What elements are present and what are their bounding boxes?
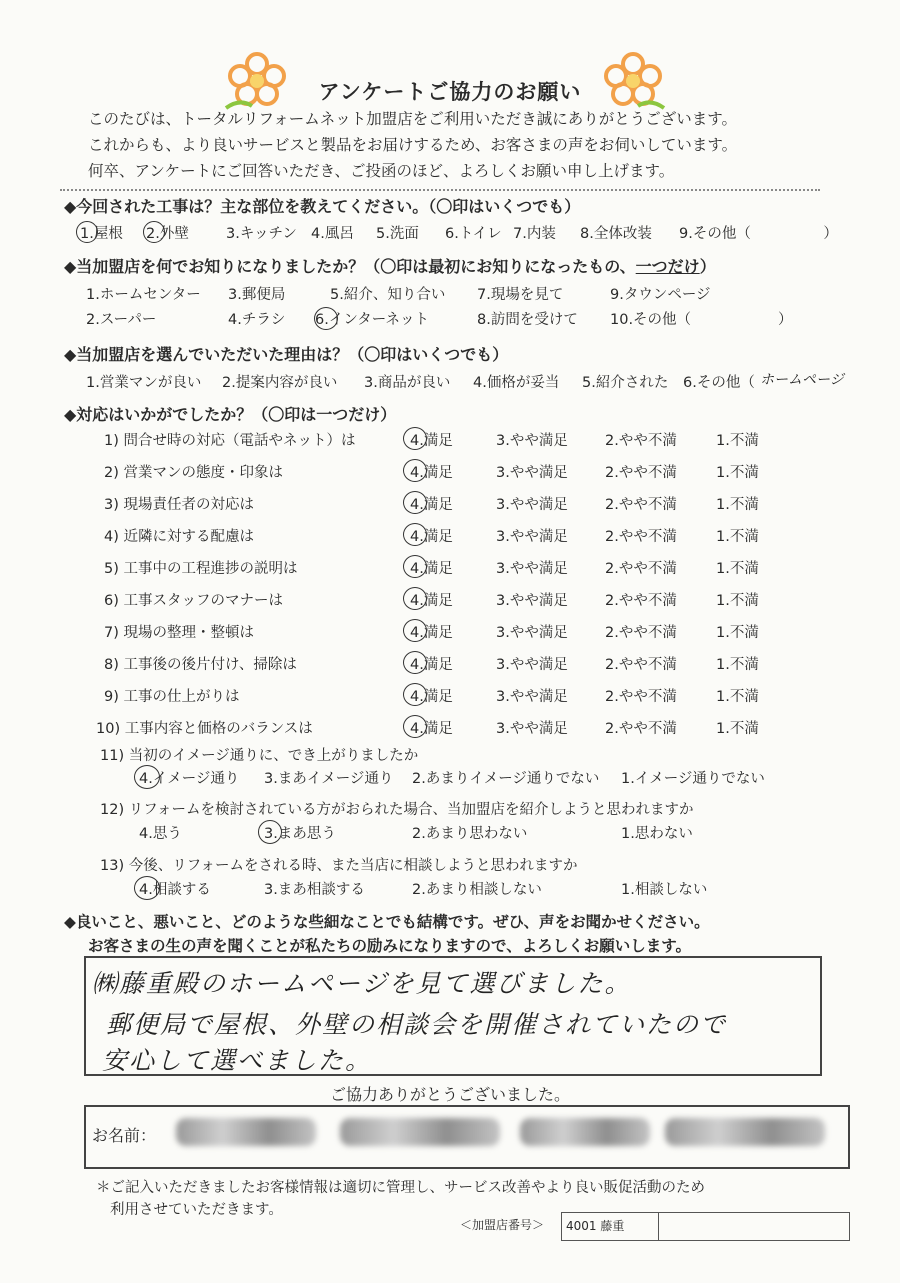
comment-line-3: 安心して選べました。: [102, 1046, 373, 1075]
q4-item-label: 7) 現場の整理・整頓は: [104, 625, 254, 641]
q4-item-label: 10) 工事内容と価格のバランスは: [96, 721, 313, 737]
q2-option-referral[interactable]: 5.紹介、知り合い: [330, 287, 446, 303]
q4-option-satisfied[interactable]: 4.満足: [410, 497, 453, 513]
q4-option-satisfied[interactable]: 4.満足: [410, 625, 453, 641]
comment-line-2: 郵便局で屋根、外壁の相談会を開催されていたので: [106, 1010, 728, 1039]
comments-heading: ◆良いこと、悪いこと、どのような些細なことでも結構です。ぜひ、声をお聞かせください。: [64, 913, 710, 931]
q3-option-proposal[interactable]: 2.提案内容が良い: [222, 375, 338, 391]
answer-circle: [258, 820, 282, 844]
q12-option-3[interactable]: 3.まあ思う: [264, 826, 336, 842]
q2-option-flyer[interactable]: 4.チラシ: [228, 312, 286, 328]
q4-item-label: 2) 営業マンの態度・印象は: [104, 465, 283, 481]
q13-question: 13) 今後、リフォームをされる時、また当店に相談しようと思われますか: [100, 858, 578, 874]
q4-option-somewhat-dissatisfied[interactable]: 2.やや不満: [605, 561, 677, 577]
q1-option-full[interactable]: 8.全体改装: [580, 226, 652, 242]
q3-option-other[interactable]: 6.その他（: [683, 375, 755, 391]
q2-option-internet[interactable]: 6.インターネット: [315, 312, 430, 328]
q1-heading: ◆今回された工事は？主な部位を教えてください。（〇印はいくつでも）: [64, 197, 581, 216]
answer-circle: [143, 221, 165, 243]
q3-heading: ◆当加盟店を選んでいただいた理由は？（〇印はいくつでも）: [64, 345, 509, 364]
q1-option-roof[interactable]: 1.屋根: [80, 226, 123, 242]
answer-circle: [403, 491, 427, 514]
privacy-note-2: 利用させていただきます。: [110, 1202, 283, 1218]
q4-option-dissatisfied[interactable]: 1.不満: [716, 433, 759, 449]
q4-option-satisfied[interactable]: 4.満足: [410, 561, 453, 577]
q4-option-somewhat-dissatisfied[interactable]: 2.やや不満: [605, 657, 677, 673]
q4-option-dissatisfied[interactable]: 1.不満: [716, 721, 759, 737]
q4-item-label: 1) 問合せ時の対応（電話やネット）は: [104, 433, 356, 449]
store-number-value: 4001 藤重: [566, 1219, 625, 1233]
q4-option-satisfied[interactable]: 4.満足: [410, 529, 453, 545]
q3-option-sales[interactable]: 1.営業マンが良い: [86, 375, 202, 391]
q2-option-townpage[interactable]: 9.タウンページ: [610, 287, 711, 303]
q4-option-satisfied[interactable]: 4.満足: [410, 689, 453, 705]
q4-option-somewhat-satisfied[interactable]: 3.やや満足: [496, 721, 568, 737]
q12-option-4[interactable]: 4.思う: [139, 826, 182, 842]
q11-option-1[interactable]: 1.イメージ通りでない: [621, 771, 765, 787]
q11-option-2[interactable]: 2.あまりイメージ通りでない: [412, 771, 600, 787]
q1-option-toilet[interactable]: 6.トイレ: [445, 226, 502, 242]
redacted-name: [520, 1118, 650, 1146]
q4-heading: ◆対応はいかがでしたか？（〇印は一つだけ）: [64, 405, 397, 424]
comments-subheading: お客さまの生の声を聞くことが私たちの励みになりますので、よろしくお願いします。: [88, 937, 691, 955]
answer-circle: [403, 715, 427, 738]
answer-circle: [76, 221, 98, 243]
q13-option-1[interactable]: 1.相談しない: [621, 882, 708, 898]
store-number-label: ＜加盟店番号＞: [460, 1218, 545, 1232]
q4-option-somewhat-dissatisfied[interactable]: 2.やや不満: [605, 465, 677, 481]
q4-option-somewhat-satisfied[interactable]: 3.やや満足: [496, 625, 568, 641]
q4-option-satisfied[interactable]: 4.満足: [410, 433, 453, 449]
redacted-name: [665, 1118, 825, 1146]
store-number-blank: [657, 1212, 850, 1241]
q4-item-label: 4) 近隣に対する配慮は: [104, 529, 254, 545]
q4-item-label: 8) 工事後の後片付け、掃除は: [104, 657, 297, 673]
q1-option-bath[interactable]: 4.風呂: [311, 226, 354, 242]
q3-option-referred[interactable]: 5.紹介された: [582, 375, 669, 391]
q2-option-postoffice[interactable]: 3.郵便局: [228, 287, 286, 303]
q2-heading: ◆当加盟店を何でお知りになりましたか？（〇印は最初にお知りになったもの、一つだけ）: [64, 257, 716, 276]
answer-circle: [403, 683, 427, 706]
comment-line-1: ㈱藤重殿のホームページを見て選びました。: [92, 969, 632, 998]
q4-option-dissatisfied[interactable]: 1.不満: [716, 529, 759, 545]
q2-option-site[interactable]: 7.現場を見て: [477, 287, 564, 303]
q4-option-somewhat-dissatisfied[interactable]: 2.やや不満: [605, 721, 677, 737]
q1-option-kitchen[interactable]: 3.キッチン: [226, 226, 297, 242]
q4-option-somewhat-dissatisfied[interactable]: 2.やや不満: [605, 689, 677, 705]
intro-line-3: 何卒、アンケートにご回答いただき、ご投函のほど、よろしくお願い申し上げます。: [88, 162, 675, 180]
q4-option-somewhat-dissatisfied[interactable]: 2.やや不満: [605, 433, 677, 449]
answer-circle: [403, 427, 427, 450]
q4-option-dissatisfied[interactable]: 1.不満: [716, 625, 759, 641]
q1-option-other[interactable]: 9.その他（ ）: [679, 226, 838, 242]
q4-option-dissatisfied[interactable]: 1.不満: [716, 593, 759, 609]
divider: [60, 189, 820, 191]
answer-circle: [403, 587, 427, 610]
q4-option-somewhat-satisfied[interactable]: 3.やや満足: [496, 465, 568, 481]
q13-option-4[interactable]: 4.相談する: [139, 882, 211, 898]
q2-option-visit[interactable]: 8.訪問を受けて: [477, 312, 578, 328]
q2-option-other[interactable]: 10.その他（ ）: [610, 312, 793, 328]
q11-option-4[interactable]: 4.イメージ通り: [139, 771, 240, 787]
q4-option-somewhat-dissatisfied[interactable]: 2.やや不満: [605, 625, 677, 641]
q4-item-label: 3) 現場責任者の対応は: [104, 497, 254, 513]
q4-item-label: 5) 工事中の工程進捗の説明は: [104, 561, 298, 577]
q4-option-satisfied[interactable]: 4.満足: [410, 465, 453, 481]
q12-question: 12) リフォームを検討されている方がおられた場合、当加盟店を紹介しようと思われますか: [100, 802, 694, 818]
answer-circle: [403, 523, 427, 546]
intro-line-2: これからも、より良いサービスと製品をお届けするため、お客さまの声をお伺いしています。: [88, 136, 738, 154]
q1-option-washroom[interactable]: 5.洗面: [376, 226, 419, 242]
q2-option-supermarket[interactable]: 2.スーパー: [86, 312, 157, 328]
answer-circle: [403, 555, 427, 578]
q4-option-somewhat-dissatisfied[interactable]: 2.やや不満: [605, 497, 677, 513]
q12-option-1[interactable]: 1.思わない: [621, 826, 693, 842]
q4-option-somewhat-satisfied[interactable]: 3.やや満足: [496, 689, 568, 705]
q1-option-interior[interactable]: 7.内装: [513, 226, 556, 242]
q4-item-label: 6) 工事スタッフのマナーは: [104, 593, 283, 609]
q13-option-3[interactable]: 3.まあ相談する: [264, 882, 365, 898]
redacted-name: [176, 1118, 316, 1146]
q3-handwritten-other: ホームページ: [760, 372, 844, 388]
q4-item-label: 9) 工事の仕上がりは: [104, 689, 240, 705]
q4-option-somewhat-dissatisfied[interactable]: 2.やや不満: [605, 529, 677, 545]
privacy-note-1: ＊ご記入いただきましたお客様情報は適切に管理し、サービス改善やより良い販促活動のため: [96, 1180, 705, 1196]
answer-circle: [134, 765, 160, 789]
q4-option-dissatisfied[interactable]: 1.不満: [716, 497, 759, 513]
answer-circle: [403, 651, 427, 674]
q4-option-somewhat-satisfied[interactable]: 3.やや満足: [496, 561, 568, 577]
q4-option-somewhat-satisfied[interactable]: 3.やや満足: [496, 657, 568, 673]
intro-line-1: このたびは、トータルリフォームネット加盟店をご利用いただき誠にありがとうございます。: [88, 110, 737, 128]
q4-option-somewhat-satisfied[interactable]: 3.やや満足: [496, 497, 568, 513]
q13-option-2[interactable]: 2.あまり相談しない: [412, 882, 542, 898]
q4-option-somewhat-satisfied[interactable]: 3.やや満足: [496, 433, 568, 449]
q4-option-somewhat-dissatisfied[interactable]: 2.やや不満: [605, 593, 677, 609]
q4-option-dissatisfied[interactable]: 1.不満: [716, 657, 759, 673]
q4-option-somewhat-satisfied[interactable]: 3.やや満足: [496, 593, 568, 609]
q4-option-somewhat-satisfied[interactable]: 3.やや満足: [496, 529, 568, 545]
redacted-name: [340, 1118, 500, 1146]
q3-option-product[interactable]: 3.商品が良い: [364, 375, 451, 391]
q4-option-dissatisfied[interactable]: 1.不満: [716, 689, 759, 705]
answer-circle: [403, 619, 427, 642]
q4-option-satisfied[interactable]: 4.満足: [410, 721, 453, 737]
q12-option-2[interactable]: 2.あまり思わない: [412, 826, 528, 842]
q3-option-price[interactable]: 4.価格が妥当: [473, 375, 560, 391]
page-title: アンケートご協力のお願い: [318, 80, 582, 104]
q1-option-wall[interactable]: 2.外壁: [146, 226, 189, 242]
q4-option-satisfied[interactable]: 4.満足: [410, 593, 453, 609]
q11-question: 11) 当初のイメージ通りに、でき上がりましたか: [100, 748, 419, 764]
name-label: お名前：: [92, 1126, 157, 1145]
q11-option-3[interactable]: 3.まあイメージ通り: [264, 771, 394, 787]
answer-circle: [314, 307, 338, 330]
answer-circle: [403, 459, 427, 482]
q4-option-dissatisfied[interactable]: 1.不満: [716, 561, 759, 577]
q2-option-homecenter[interactable]: 1.ホームセンター: [86, 287, 201, 303]
q4-option-satisfied[interactable]: 4.満足: [410, 657, 453, 673]
thanks-text: ご協力ありがとうございました。: [329, 1085, 570, 1104]
q4-option-dissatisfied[interactable]: 1.不満: [716, 465, 759, 481]
answer-circle: [134, 876, 160, 900]
